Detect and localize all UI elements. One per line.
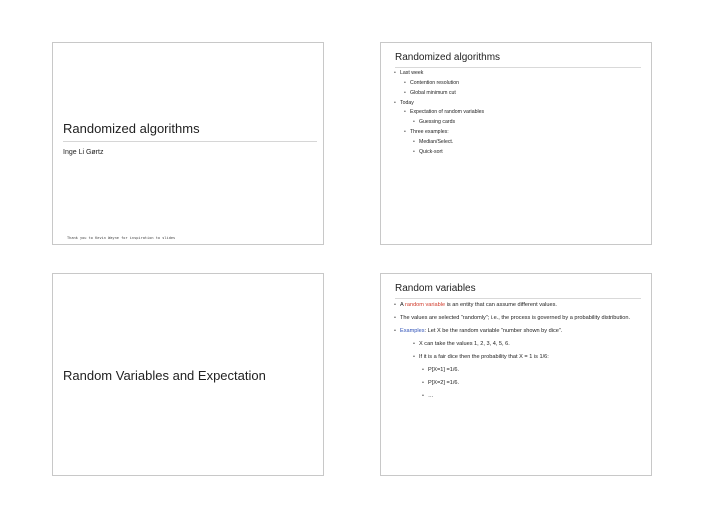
sub-sub-bullet-item: • P[X=2] =1/6. bbox=[400, 379, 639, 388]
highlight-term: Examples bbox=[400, 327, 425, 334]
acknowledgement-footnote: Thank you to Kevin Wayne for inspiration to slides bbox=[67, 236, 176, 240]
slide-title bbox=[52, 42, 324, 245]
highlight-term: random variable bbox=[404, 302, 446, 308]
sub-bullet-item: • X can take the values 1, 2, 3, 4, 5, 6. bbox=[400, 340, 639, 349]
content-bullet-list bbox=[400, 301, 639, 405]
slide-section bbox=[52, 273, 324, 476]
sub-sub-bullet-item: • P[X=1] =1/6. bbox=[400, 366, 639, 375]
bullet-item: • Expectation of random variables bbox=[400, 109, 641, 116]
heading-divider bbox=[395, 298, 641, 299]
sub-sub-bullet-item: • … bbox=[400, 392, 639, 401]
bullet-text: is an entity that can assume different values. bbox=[445, 302, 557, 308]
slide-heading: Randomized algorithms bbox=[395, 52, 501, 63]
bullet-item: • Last week bbox=[400, 70, 641, 77]
outline-bullet-list bbox=[400, 70, 641, 159]
bullet-item: • Three examples: bbox=[400, 129, 641, 136]
slide-outline bbox=[380, 42, 652, 245]
bullet-text: : Let X be the random variable “number shown by dice”. bbox=[424, 327, 563, 334]
bullet-item bbox=[400, 327, 639, 336]
bullet-item: • Global minimum cut bbox=[400, 90, 641, 97]
slide-heading: Random variables bbox=[395, 283, 476, 294]
bullet-item: • Contention resolution bbox=[400, 80, 641, 87]
section-title: Random Variables and Expectation bbox=[63, 368, 266, 383]
title-divider bbox=[63, 141, 317, 142]
slide-random-variables bbox=[380, 273, 652, 476]
bullet-item: • Today bbox=[400, 100, 641, 107]
bullet-item: • Median/Select. bbox=[400, 139, 641, 146]
presentation-title: Randomized algorithms bbox=[63, 121, 200, 136]
sub-bullet-item: • If it is a fair dice then the probability that X = 1 is 1/6: bbox=[400, 353, 639, 362]
bullet-item bbox=[400, 301, 639, 310]
bullet-item: • Guessing cards bbox=[400, 119, 641, 126]
bullet-text: A bbox=[400, 302, 405, 308]
author-name: Inge Li Gørtz bbox=[63, 149, 104, 156]
bullet-item: • Quick-sort bbox=[400, 149, 641, 156]
bullet-item: • The values are selected “randomly”; i.e., the process is governed by a probability distribution. bbox=[400, 314, 639, 323]
heading-divider bbox=[395, 67, 641, 68]
